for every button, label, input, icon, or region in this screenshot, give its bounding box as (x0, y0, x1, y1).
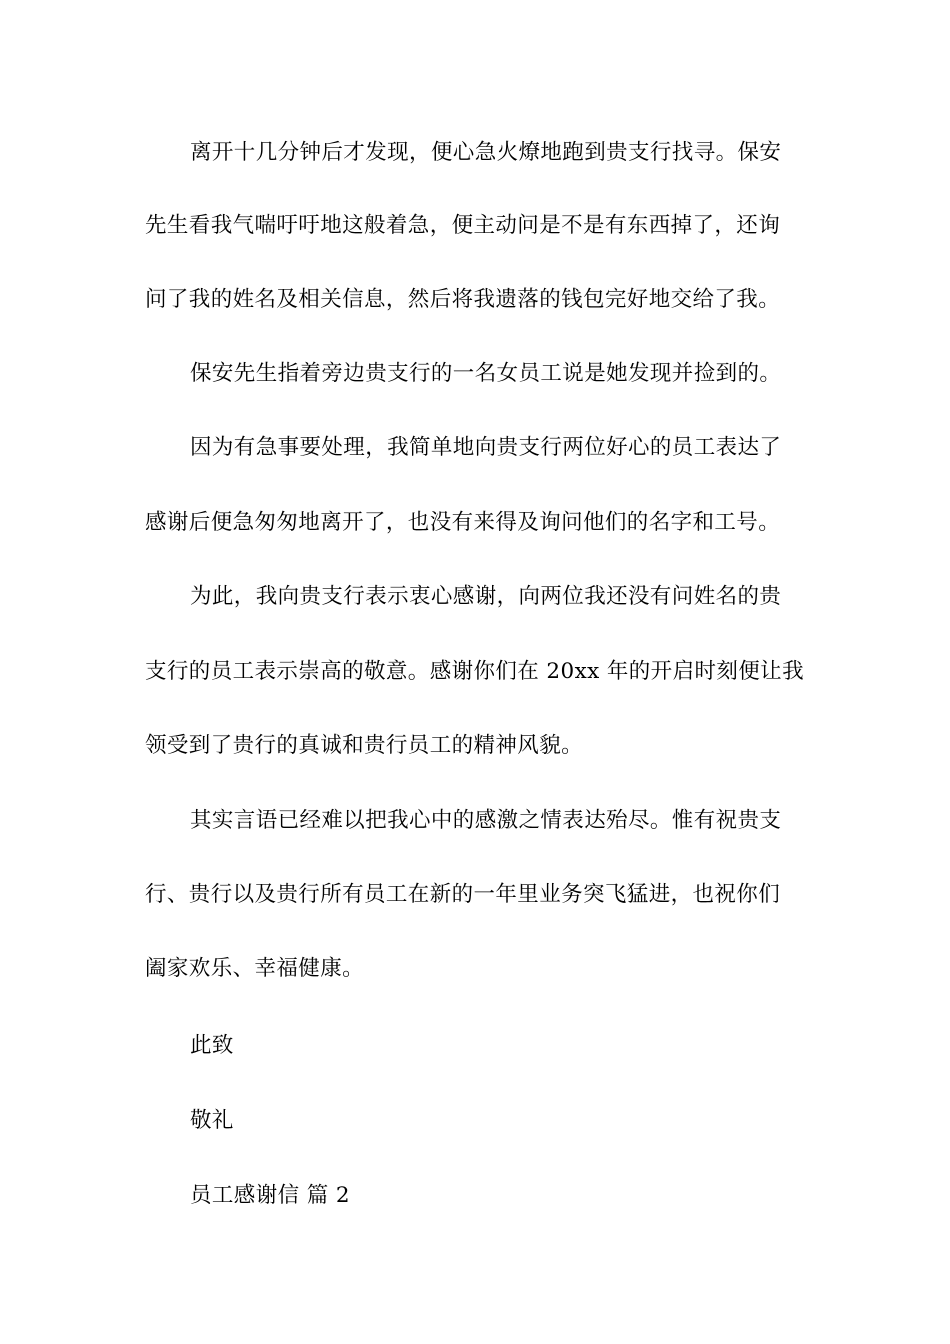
paragraph-5-line-3: 阖家欢乐、幸福健康。 (145, 956, 365, 981)
paragraph-4-line-2: 支行的员工表示崇高的敬意。感谢你们在 20xx 年的开启时刻便让我 (145, 659, 804, 684)
paragraph-5-line-1: 其实言语已经难以把我心中的感激之情表达殆尽。惟有祝贵支 (190, 808, 782, 833)
closing-salutation: 此致 (190, 1033, 234, 1058)
paragraph-3-line-1: 因为有急事要处理，我简单地向贵支行两位好心的员工表达了 (190, 435, 782, 460)
paragraph-5-line-2: 行、贵行以及贵行所有员工在新的一年里业务突飞猛进，也祝你们 (145, 882, 781, 907)
paragraph-1-line-1: 离开十几分钟后才发现，便心急火燎地跑到贵支行找寻。保安 (190, 140, 782, 165)
paragraph-4-line-3: 领受到了贵行的真诚和贵行员工的精神风貌。 (145, 733, 584, 758)
paragraph-1-line-2: 先生看我气喘吁吁地这般着急，便主动问是不是有东西掉了，还询 (145, 213, 781, 238)
paragraph-3-line-2: 感谢后便急匆匆地离开了，也没有来得及询问他们的名字和工号。 (145, 510, 781, 535)
closing-regards: 敬礼 (190, 1108, 234, 1133)
section-heading: 员工感谢信 篇 2 (190, 1183, 350, 1208)
paragraph-4-line-1: 为此，我向贵支行表示衷心感谢，向两位我还没有问姓名的贵 (190, 584, 782, 609)
paragraph-1-line-3: 问了我的姓名及相关信息，然后将我遗落的钱包完好地交给了我。 (145, 287, 781, 312)
paragraph-2-line-1: 保安先生指着旁边贵支行的一名女员工说是她发现并捡到的。 (190, 361, 782, 386)
